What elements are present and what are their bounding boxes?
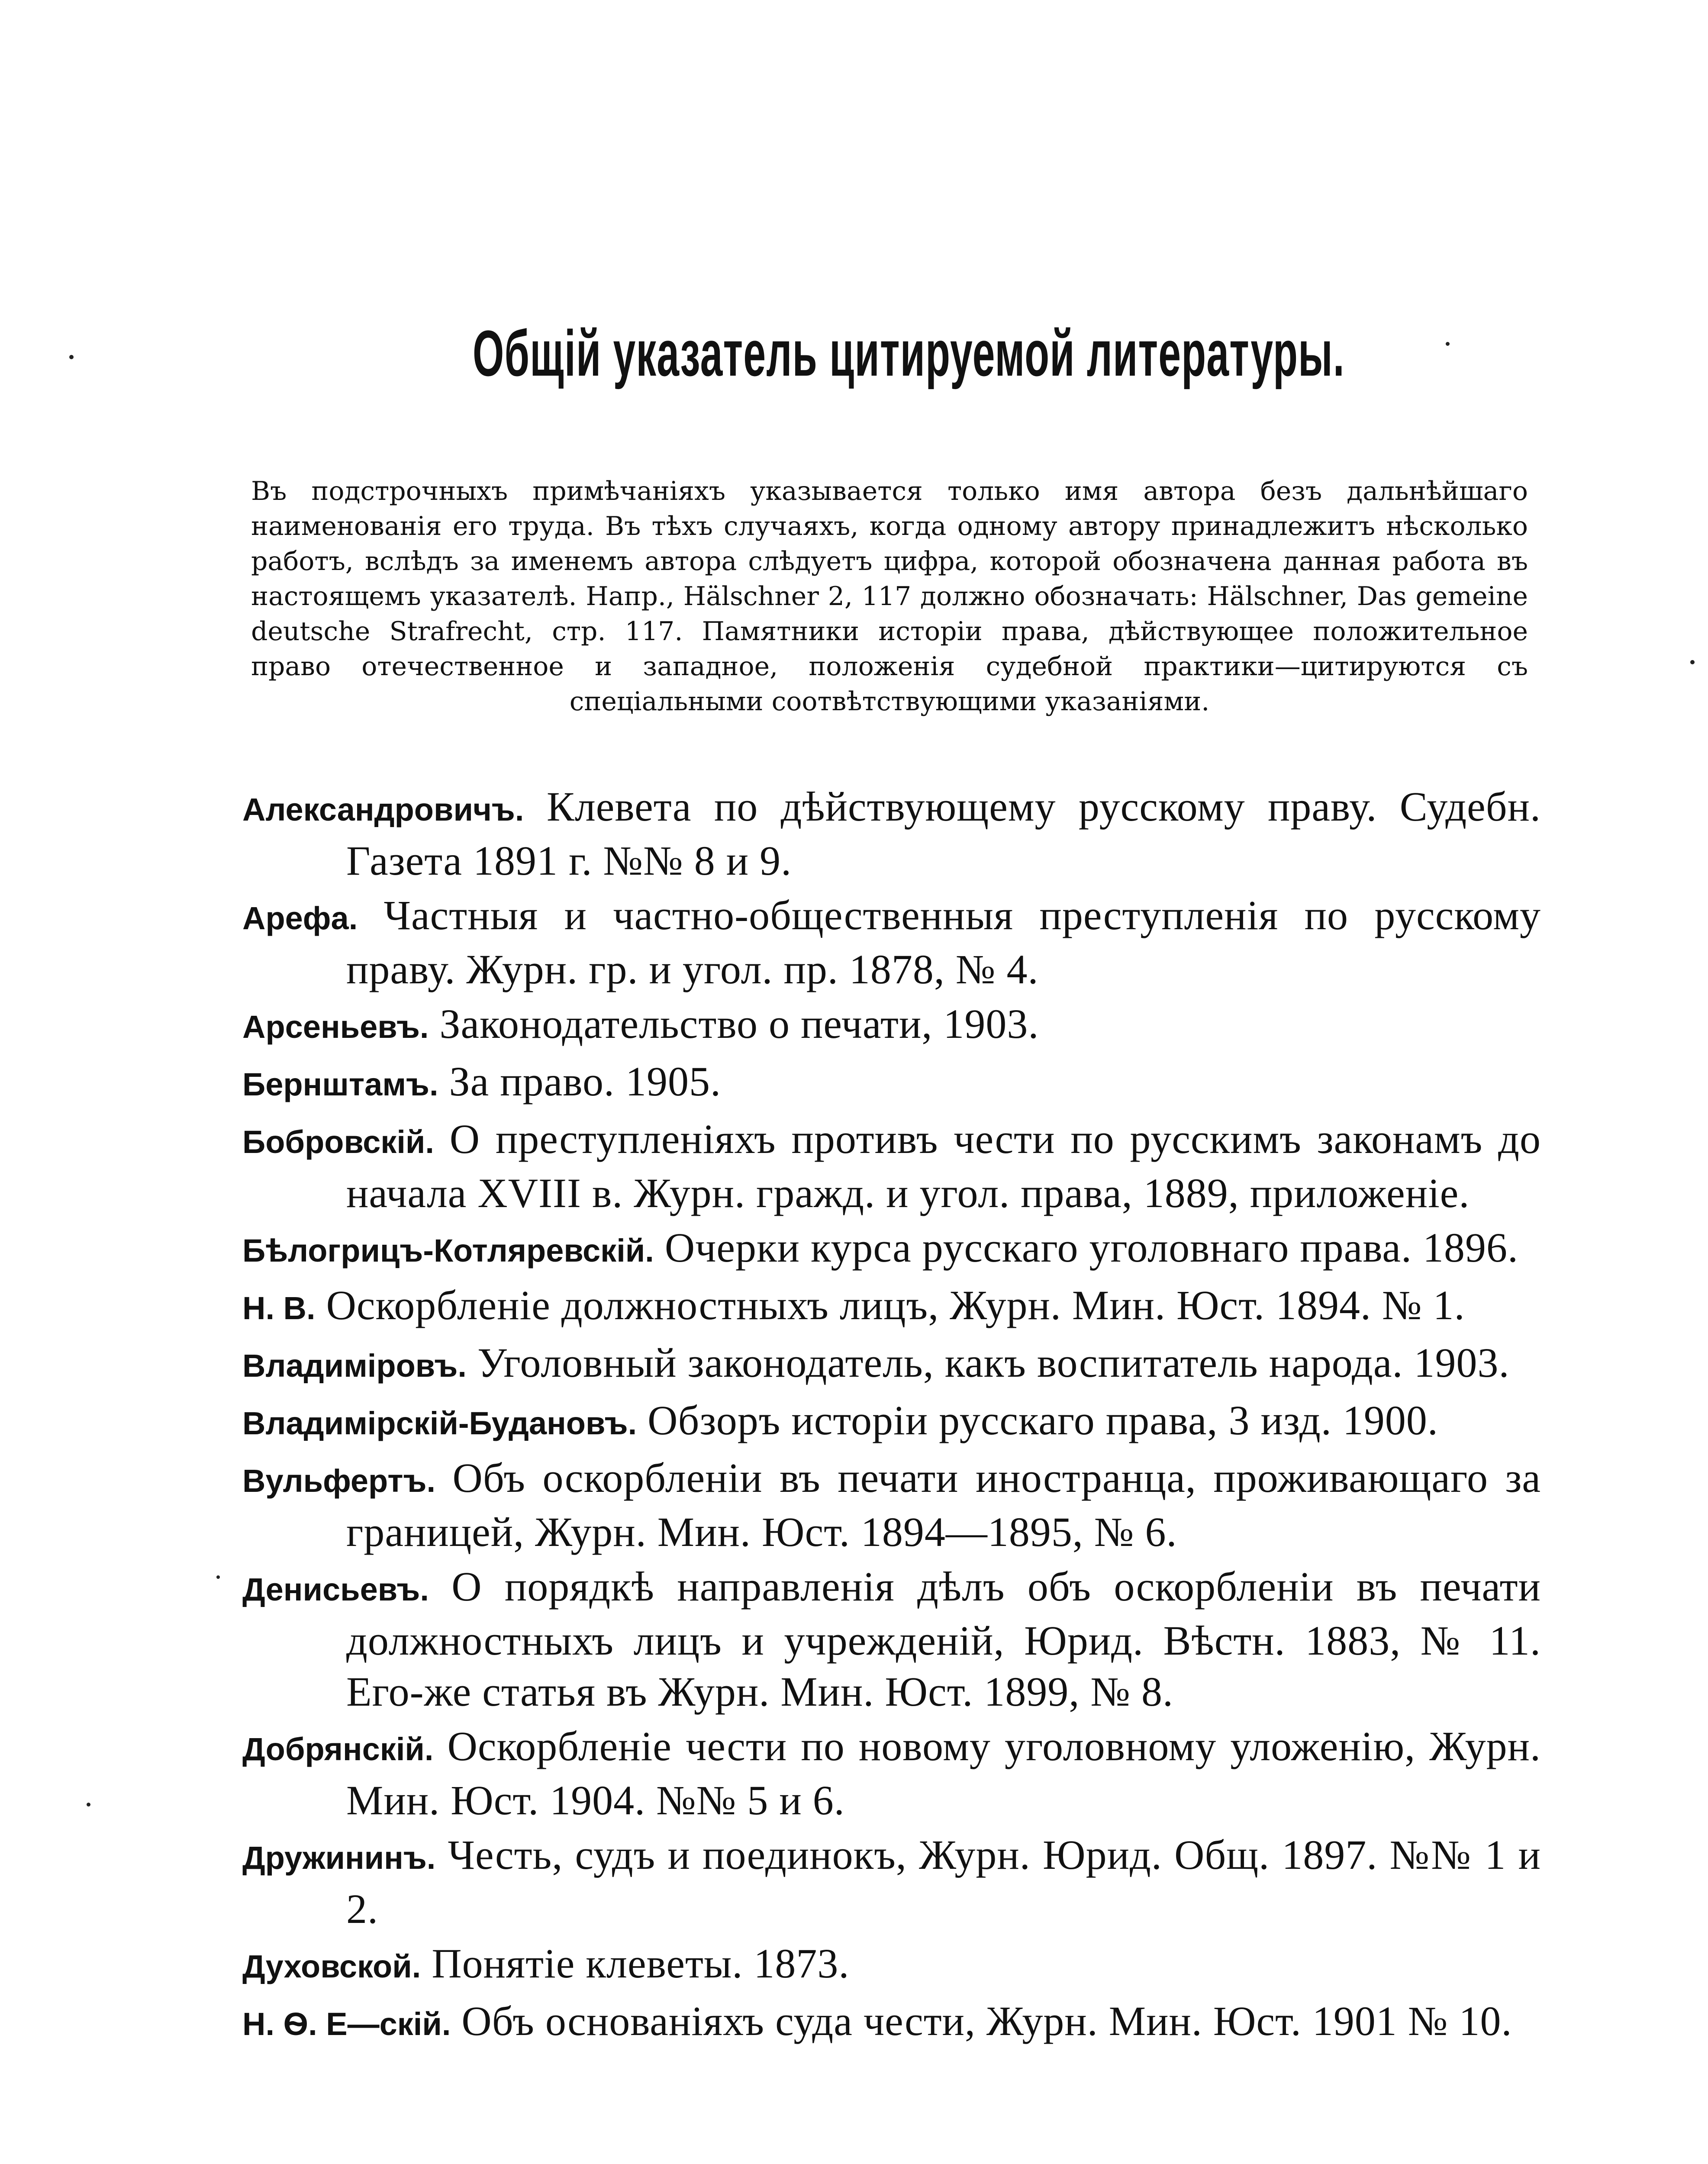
bibliography-entry [242, 1280, 1541, 1334]
bibliography-entry [242, 998, 1541, 1053]
bibliography-entry [242, 1337, 1541, 1391]
entry-author: Бѣлогрицъ-Котляревскій. [242, 1233, 654, 1269]
scan-speck [69, 355, 74, 359]
entry-author: Арсеньевъ. [242, 1009, 429, 1045]
entry-author: Духовской. [242, 1948, 421, 1984]
entry-text: О преступленіяхъ противъ чести по русскимъ законамъ до начала XVIII в. Журн. гражд. и угол. права, 1889, приложеніе. [346, 1116, 1541, 1216]
scan-speck [1446, 342, 1450, 346]
entry-text: Оскорбленіе должностныхъ лицъ, Журн. Мин. Юст. 1894. № 1. [326, 1282, 1465, 1328]
bibliography-list [242, 781, 1541, 2053]
bibliography-entry [242, 1114, 1541, 1219]
entry-text: Уголовный законодатель, какъ воспитатель народа. 1903. [477, 1340, 1510, 1386]
bibliography-entry [242, 781, 1541, 886]
entry-author: Владимірскій-Будановъ. [242, 1405, 637, 1441]
bibliography-entry [242, 1056, 1541, 1110]
intro-paragraph: Въ подстрочныхъ примѣчаніяхъ указывается только имя автора безъ дальнѣйшаго наименованія его труда. Въ тѣхъ случаяхъ, когда одному автору принадлежитъ нѣсколько работъ, вслѣдъ за именемъ автора слѣдуетъ цифра, которой обозначена данная работа въ настоящемъ указателѣ. Напр., Hälschner 2, 117 должно обозначать: Hälschner, Das gemeine deutsche Strafrecht, стр. 117. Памятники исторіи права, дѣйствующее положительное право отечественное и западное, положенія судебной практики—цитируются съ спеціальными соотвѣтствующими указаніями. [251, 476, 1528, 717]
entry-text: Частныя и частно-общественныя преступленія по русскому праву. Журн. гр. и угол. пр. 1878, № 4. [346, 892, 1541, 992]
page-title: Общій указатель цитируемой литературы. [473, 317, 1345, 390]
bibliography-entry [242, 890, 1541, 995]
bibliography-entry [242, 1561, 1541, 1717]
entry-text: Честь, судъ и поединокъ, Журн. Юрид. Общ. 1897. №№ 1 и 2. [346, 1832, 1541, 1932]
scan-speck [87, 1803, 90, 1807]
entry-author: Дружининъ. [242, 1840, 436, 1876]
bibliography-entry [242, 1996, 1541, 2050]
entry-text: Понятіе клеветы. 1873. [432, 1940, 850, 1987]
bibliography-entry [242, 1721, 1541, 1826]
entry-author: Н. В. [242, 1290, 316, 1326]
entry-text: Оскорбленіе чести по новому уголовному уложенію, Журн. Мин. Юст. 1904. №№ 5 и 6. [346, 1723, 1541, 1823]
entry-author: Вульфертъ. [242, 1463, 436, 1499]
entry-text: За право. 1905. [449, 1058, 721, 1105]
entry-text: Очерки курса русскаго уголовнаго права. 1896. [664, 1224, 1519, 1271]
entry-text: Объ основаніяхъ суда чести, Журн. Мин. Юст. 1901 № 10. [461, 1998, 1512, 2044]
bibliography-entry [242, 1395, 1541, 1449]
entry-author: Бобровскій. [242, 1124, 434, 1160]
entry-text: О порядкѣ направленія дѣлъ объ оскорбленіи въ печати должностныхъ лицъ и учрежденій, Юрид. Вѣстн. 1883, № 11. Его-же статья въ Журн. Мин. Юст. 1899, № 8. [346, 1563, 1541, 1715]
entry-text: Объ оскорбленіи въ печати иностранца, проживающаго за границей, Журн. Мин. Юст. 1894—1895, № 6. [346, 1455, 1541, 1555]
entry-author: Бернштамъ. [242, 1066, 438, 1102]
bibliography-entry [242, 1938, 1541, 1992]
entry-text: Обзоръ исторіи русскаго права, 3 изд. 1900. [648, 1397, 1438, 1443]
entry-author: Н. Ѳ. Е—скій. [242, 2006, 451, 2042]
entry-author: Добрянскій. [242, 1731, 434, 1767]
entry-text: Клевета по дѣйствующему русскому праву. Судебн. Газета 1891 г. №№ 8 и 9. [346, 783, 1541, 884]
entry-text: Законодательство о печати, 1903. [439, 1001, 1039, 1047]
entry-author: Арефа. [242, 900, 358, 936]
bibliography-entry [242, 1452, 1541, 1558]
scan-speck [216, 1575, 220, 1579]
bibliography-entry [242, 1222, 1541, 1276]
entry-author: Владиміровъ. [242, 1348, 467, 1384]
entry-author: Денисьевъ. [242, 1571, 429, 1607]
entry-author: Александровичъ. [242, 792, 524, 828]
bibliography-entry [242, 1829, 1541, 1935]
scan-speck [1690, 660, 1695, 664]
